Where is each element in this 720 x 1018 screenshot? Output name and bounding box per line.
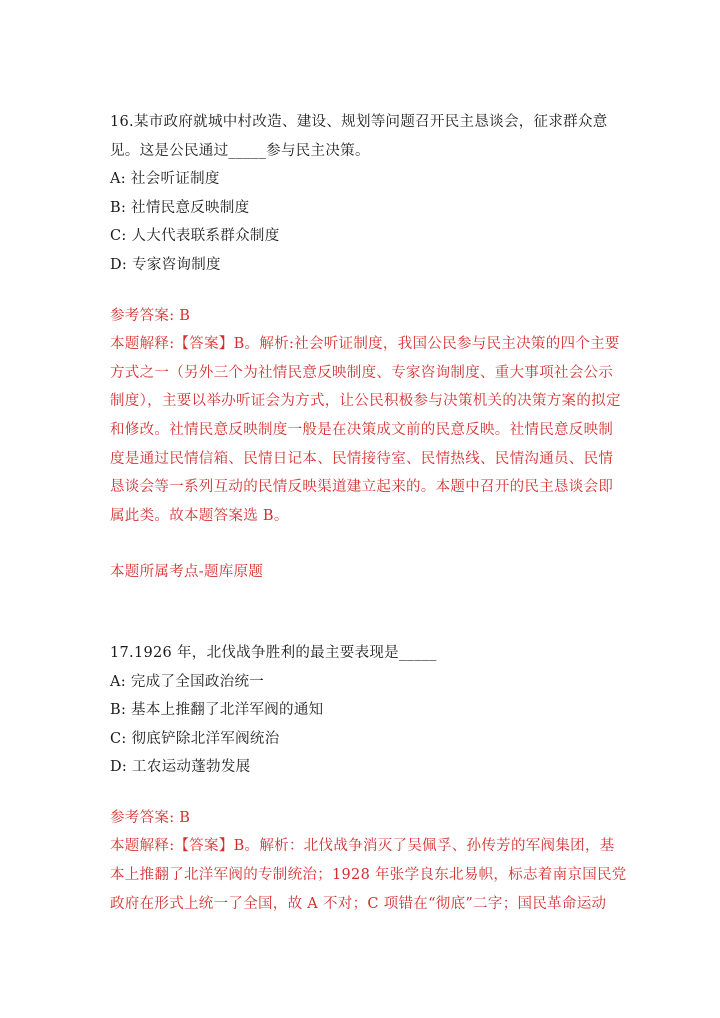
option-d: D: 专家咨询制度 [110,256,221,273]
option-c: C: 人大代表联系群众制度 [110,228,280,245]
option-c: C: 彻底铲除北洋军阀统治 [110,730,280,747]
question-category: 本题所属考点-题库原题 [110,564,264,581]
explanation-line: 方式之一（另外三个为社情民意反映制度、专家咨询制度、重大事项社会公示 [110,364,614,381]
question-stem-line: 16.某市政府就城中村改造、建设、规划等问题召开民主恳谈会，征求群众意 [110,114,608,130]
explanation-line: 本题解释:【答案】B。解析：北伐战争消灭了吴佩孚、孙传芳的军阀集团，基 [110,838,615,855]
option-a: A: 社会听证制度 [110,171,220,188]
option-b: B: 社情民意反映制度 [110,199,250,216]
option-d: D: 工农运动蓬勃发展 [110,759,251,776]
answer-block-16 [110,302,620,531]
explanation-line: 本题解释:【答案】B。解析:社会听证制度，我国公民参与民主决策的四个主要 [110,336,620,353]
explanation-line: 本上推翻了北洋军阀的专制统治；1928 年张学良东北易帜，标志着南京国民党 [110,867,627,884]
answer-block-17 [110,804,627,918]
question-stem-line: 17.1926 年，北伐战争胜利的最主要表现是_____ [110,644,437,661]
explanation-line: 政府在形式上统一了全国，故 A 不对；C 项错在“彻底”二字；国民革命运动 [110,895,607,912]
question-17 [110,639,620,782]
reference-answer: 参考答案: B [110,307,191,324]
question-16 [110,108,620,280]
explanation-line: 和修改。社情民意反映制度一般是在决策成文前的民意反映。社情民意反映制 [110,421,614,438]
reference-answer: 参考答案: B [110,809,191,826]
question-stem-line: 见。这是公民通过_____参与民主决策。 [110,142,370,159]
option-b: B: 基本上推翻了北洋军阀的通知 [110,702,324,719]
explanation-line: 制度），主要以举办听证会为方式，让公民积极参与决策机关的决策方案的拟定 [110,393,621,410]
option-a: A: 完成了全国政治统一 [110,673,265,690]
explanation-line: 恳谈会等一系列互动的民情反映渠道建立起来的。本题中召开的民主恳谈会即 [110,479,614,496]
explanation-line: 属此类。故本题答案选 B。 [110,507,289,524]
document-page [110,108,627,918]
explanation-line: 度是通过民情信箱、民情日记本、民情接待室、民情热线、民情沟通员、民情 [110,450,614,467]
